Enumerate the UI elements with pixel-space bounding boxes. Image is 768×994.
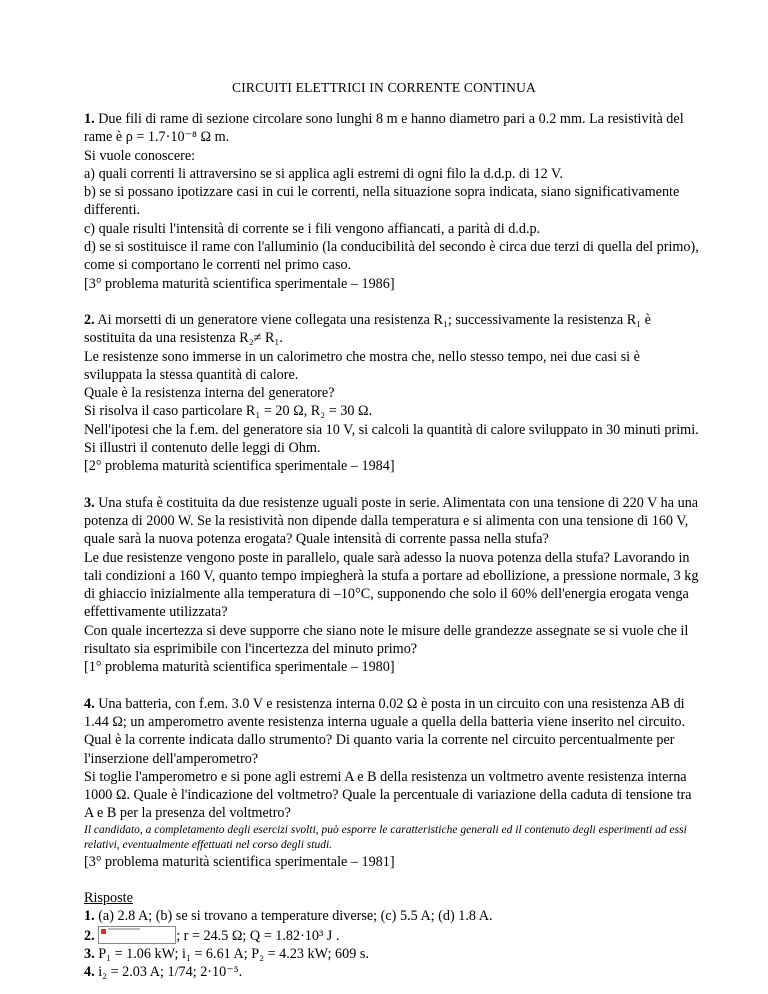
answers-section xyxy=(84,889,699,981)
problem-text: Si illustri il contenuto delle leggi di Ohm. xyxy=(84,440,321,457)
answer-number: 2. xyxy=(84,927,95,944)
candidate-note: Il candidato, a completamento degli esercizi svolti, può esporre le caratteristiche generali ed il contenuto degli esperimenti ad essi relativi, eventualmente effettuati nel corso degli studi. xyxy=(84,823,687,851)
problem-text: Si vuole conoscere: xyxy=(84,147,196,164)
problem-4 xyxy=(84,695,699,871)
answer-text: i₂ = 2.03 A; 1/74; 2·10⁻⁵. xyxy=(98,964,243,981)
problem-2 xyxy=(84,311,699,476)
answer-number: 4. xyxy=(84,964,95,981)
problem-number: 4. xyxy=(84,695,95,712)
problem-3 xyxy=(84,494,699,677)
answers-heading: Risposte xyxy=(84,889,133,906)
problem-text: Con quale incertezza si deve supporre che siano note le misure delle grandezze assegnate se si vuole che il risultato sia esprimibile con l'incertezza del minuto primo? xyxy=(84,622,689,658)
problem-text: Si toglie l'amperometro e si pone agli estremi A e B della resistenza un voltmetro avente resistenza interna 1000 Ω. Quale è l'indicazione del voltmetro? Quale la percentuale di variazione della caduta di tensione tra A e B per la presenza del voltmetro? xyxy=(84,768,692,822)
problem-source: [3° problema maturità scientifica sperimentale – 1981] xyxy=(84,853,395,870)
problem-text: b) se si possano ipotizzare casi in cui le correnti, nella situazione sopra indicata, siano significativamente differenti. xyxy=(84,184,680,219)
problem-text: d) se si sostituisce il rame con l'alluminio (la conducibilità del secondo è circa due terzi di quella del primo), come si comportano le correnti nel primo caso. xyxy=(84,239,699,274)
answer-item xyxy=(84,963,699,981)
problem-number: 2. xyxy=(84,311,95,328)
answer-number: 1. xyxy=(84,908,95,925)
problem-source: [1° problema maturità scientifica sperimentale – 1980] xyxy=(84,659,395,676)
problem-1 xyxy=(84,110,699,293)
answer-number: 3. xyxy=(84,945,95,962)
problem-text: Si risolva il caso particolare R₁ = 20 Ω, R₂ = 30 Ω. xyxy=(84,403,373,420)
problem-text: Una batteria, con f.em. 3.0 V e resistenza interna 0.02 Ω è posta in un circuito con una resistenza AB di 1.44 Ω; un amperometro avente resistenza interna uguale a quella della batteria viene inserito nel circuito. Qual è la corrente indicata dallo strumento? Di quanto varia la corrente nel circuito percentualmente per l'inserzione dell'amperometro? xyxy=(84,695,686,767)
answer-item xyxy=(84,907,699,925)
problem-text: Una stufa è costituita da due resistenze uguali poste in serie. Alimentata con una tensione di 220 V ha una potenza di 2000 W. Se la resistività non dipende dalla temperatura e si alimenta con una tensione di 160 V, quale sarà la nuova potenza erogata? Quale intensità di corrente passa nella stufa? xyxy=(84,494,699,548)
problem-text: Ai morsetti di un generatore viene collegata una resistenza R₁; successivamente la resistenza R₁ è sostituita da una resistenza R₂≠ R₁. xyxy=(84,311,651,347)
problem-text: Le due resistenze vengono poste in parallelo, quale sarà adesso la nuova potenza della stufa? Lavorando in tali condizioni a 160 V, quanto tempo impiegherà la stufa a portare ad ebollizione, a pressione normale, 3 kg di ghiaccio inizialmente alla temperatura di –10°C, supponendo che solo il 60% dell'energia erogata venga effettivamente utilizzata? xyxy=(84,549,699,621)
problem-number: 3. xyxy=(84,494,95,511)
broken-image-icon xyxy=(101,929,106,934)
embedded-formula-image xyxy=(98,926,176,944)
problem-text: Le resistenze sono immerse in un calorimetro che mostra che, nello stesso tempo, nei due casi si è sviluppata la stessa quantità di calore. xyxy=(84,348,640,383)
answer-text: (a) 2.8 A; (b) se si trovano a temperature diverse; (c) 5.5 A; (d) 1.8 A. xyxy=(98,908,493,925)
problem-text: Nell'ipotesi che la f.em. del generatore sia 10 V, si calcoli la quantità di calore sviluppato in 30 minuti primi. xyxy=(84,421,699,438)
answer-item xyxy=(84,945,699,963)
problem-source: [3° problema maturità scientifica sperimentale – 1986] xyxy=(84,275,395,292)
problem-number: 1. xyxy=(84,111,95,127)
problem-text: a) quali correnti li attraversino se si applica agli estremi di ogni filo la d.d.p. di 12 V. xyxy=(84,165,563,182)
problem-text: c) quale risulti l'intensità di corrente se i fili vengono affiancati, a parità di d.d.p. xyxy=(84,220,541,237)
problem-source: [2° problema maturità scientifica sperimentale – 1984] xyxy=(84,458,395,475)
document-title: CIRCUITI ELETTRICI IN CORRENTE CONTINUA xyxy=(231,80,536,95)
answer-text: ; r = 24.5 Ω; Q = 1.82·10³ J . xyxy=(176,927,340,944)
document-content xyxy=(84,110,699,981)
answer-text: P₁ = 1.06 kW; i₁ = 6.61 A; P₂ = 4.23 kW; 609 s. xyxy=(98,945,369,962)
answer-item xyxy=(84,926,699,945)
problem-text: Quale è la resistenza interna del generatore? xyxy=(84,385,335,402)
problem-text: Due fili di rame di sezione circolare sono lunghi 8 m e hanno diametro pari a 0.2 mm. La resistività del rame è ρ = 1.7·10⁻⁸ Ω m. xyxy=(84,111,684,146)
